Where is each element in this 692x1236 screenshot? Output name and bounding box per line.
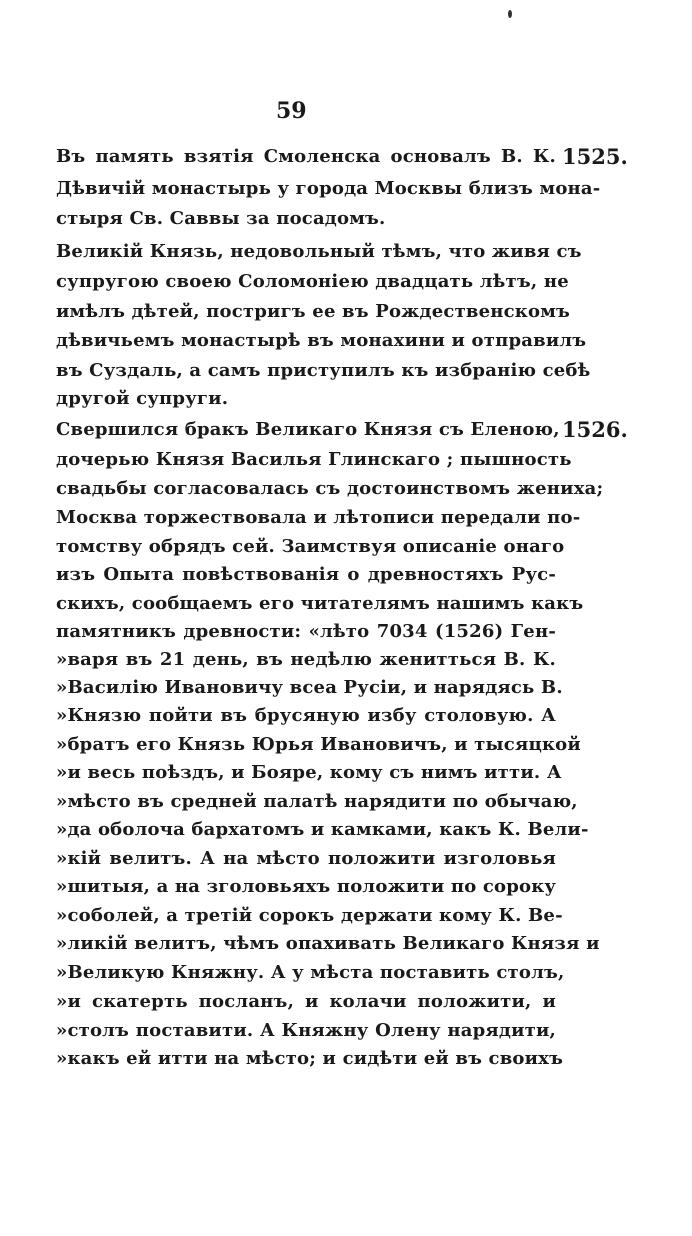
page-number: 59 xyxy=(276,98,307,124)
text-line: въ Суздаль, а самъ приступилъ къ избранію себѣ xyxy=(56,360,591,381)
text-line: »столъ поставити. А Княжну Олену нарядити, xyxy=(56,1020,556,1041)
text-line: стыря Св. Саввы за посадомъ. xyxy=(56,208,386,229)
text-line: супругою своею Соломоніею двадцать лѣтъ, не xyxy=(56,271,569,292)
text-line: Великій Князь, недовольный тѣмъ, что живя съ xyxy=(56,241,582,262)
margin-year: 1526. xyxy=(562,417,628,442)
text-line: изъ Опыта повѣствованія о древностяхъ Рус- xyxy=(56,564,556,585)
text-line: »Великую Княжну. А у мѣста поставить столъ, xyxy=(56,962,565,983)
text-line: »и скатерть посланъ, и колачи положити, и xyxy=(56,991,556,1012)
text-line: имѣлъ дѣтей, постригъ ее въ Рождественскомъ xyxy=(56,301,571,322)
text-line: »кій велитъ. А на мѣсто положити изголовья xyxy=(56,848,556,869)
text-line: »да оболоча бархатомъ и камками, какъ К. Вели- xyxy=(56,819,589,840)
text-line: скихъ, сообщаемъ его читателямъ нашимъ какъ xyxy=(56,593,584,614)
margin-year: 1525. xyxy=(562,144,628,169)
text-line: »и весь поѣздъ, и Бояре, кому съ нимъ итти. А xyxy=(56,762,562,783)
text-line: Дѣвичій монастырь у города Москвы близъ мона- xyxy=(56,178,601,199)
text-line: »соболей, а третій сорокъ держати кому К. Ве- xyxy=(56,905,563,926)
text-line: »варя въ 21 день, въ недѣлю женитться В. К. xyxy=(56,649,556,670)
text-line: другой супруги. xyxy=(56,388,229,409)
text-line: памятникъ древности: «лѣто 7034 (1526) Ген- xyxy=(56,621,556,642)
text-line: »какъ ей итти на мѣсто; и сидѣти ей въ своихъ xyxy=(56,1048,564,1069)
text-line: Свершился бракъ Великаго Князя съ Еленою, xyxy=(56,419,560,440)
text-line: томству обрядъ сей. Заимствуя описаніе онаго xyxy=(56,536,565,557)
text-line: »Василію Ивановичу всеа Русіи, и нарядясь В. xyxy=(56,677,563,698)
text-line: »Князю пойти въ брусяную избу столовую. А xyxy=(56,705,556,726)
text-line: дочерью Князя Василья Глинскаго ; пышность xyxy=(56,449,572,470)
text-line: »мѣсто въ средней палатѣ нарядити по обычаю, xyxy=(56,791,578,812)
text-line: Въ память взятія Смоленска основалъ В. К. xyxy=(56,146,556,167)
text-line: Москва торжествовала и лѣтописи передали по- xyxy=(56,507,581,528)
text-line: »братъ его Князь Юрья Ивановичъ, и тысяцкой xyxy=(56,734,581,755)
ink-speck xyxy=(508,10,512,18)
text-line: »ликій велитъ, чѣмъ опахивать Великаго Князя и xyxy=(56,933,600,954)
text-line: дѣвичьемъ монастырѣ въ монахини и отправилъ xyxy=(56,330,587,351)
text-line: »шитыя, а на зголовьяхъ положити по сороку xyxy=(56,876,557,897)
text-line: свадьбы согласовалась съ достоинствомъ жениха; xyxy=(56,478,604,499)
